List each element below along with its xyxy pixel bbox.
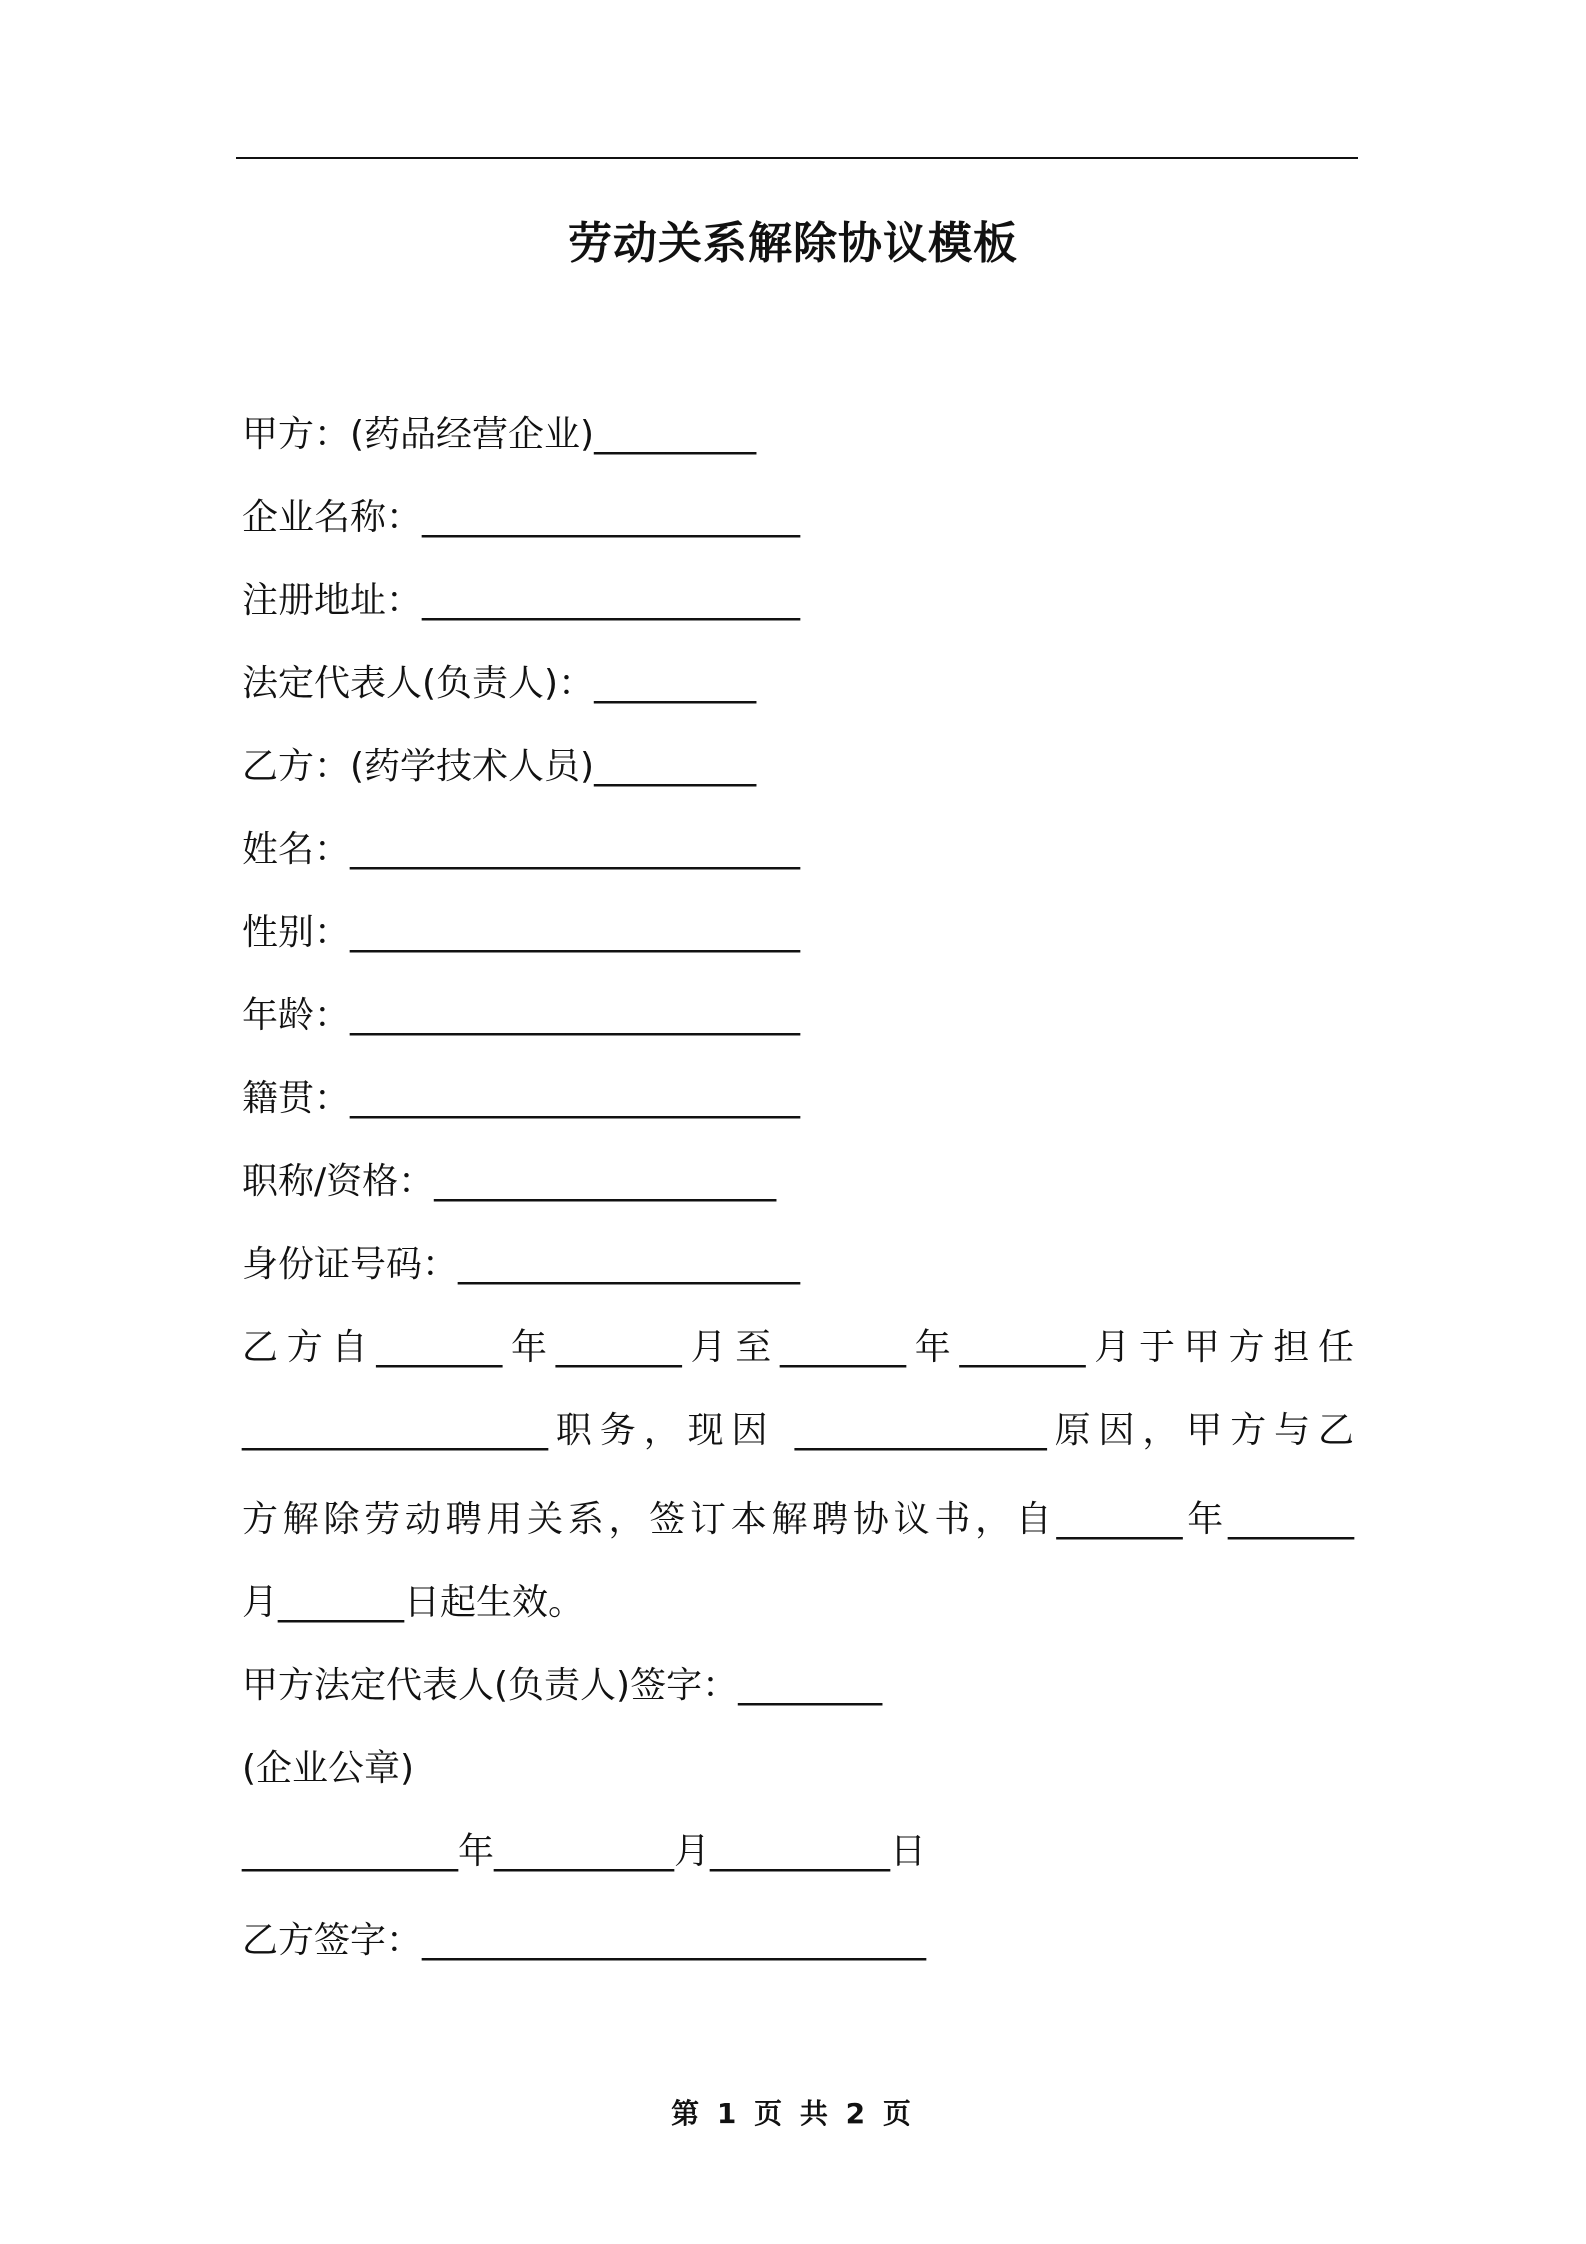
paragraph-line: 方解除劳动聘用关系，签订本解聘协议书，自_______年_______ [242,1499,1354,1540]
paragraph-last-line: 月_______日起生效。 [242,1582,585,1623]
paragraph-line: _________________职务，现因 ______________原因，甲方与乙 [242,1410,1354,1451]
party-a-signature-line: 甲方法定代表人(负责人)签字：________ [242,1665,883,1706]
age-line: 年龄：_________________________ [242,995,801,1036]
company-name-line: 企业名称：_____________________ [242,497,801,538]
header-rule [236,157,1358,159]
id-number-line: 身份证号码：___________________ [242,1244,801,1285]
title-qualification-line: 职称/资格：___________________ [242,1161,777,1202]
native-place-line: 籍贯：_________________________ [242,1078,801,1119]
gender-line: 性别：_________________________ [242,912,801,953]
paragraph-line: 乙方自_______年_______月至_______年_______月于甲方担任 [242,1327,1354,1368]
party-b-line: 乙方：(药学技术人员)_________ [242,746,757,787]
party-a-line: 甲方：(药品经营企业)_________ [242,414,757,455]
party-b-signature-line: 乙方签字：____________________________ [242,1920,927,1961]
page-footer: 第 1 页 共 2 页 [671,2097,915,2130]
company-seal-line: (企业公章) [242,1748,415,1789]
name-line: 姓名：_________________________ [242,829,801,870]
date-line: ____________年__________月__________日 [242,1831,926,1872]
registered-address-line: 注册地址：_____________________ [242,580,801,621]
legal-representative-line: 法定代表人(负责人)：_________ [242,663,757,704]
document-title: 劳动关系解除协议模板 [568,218,1018,269]
